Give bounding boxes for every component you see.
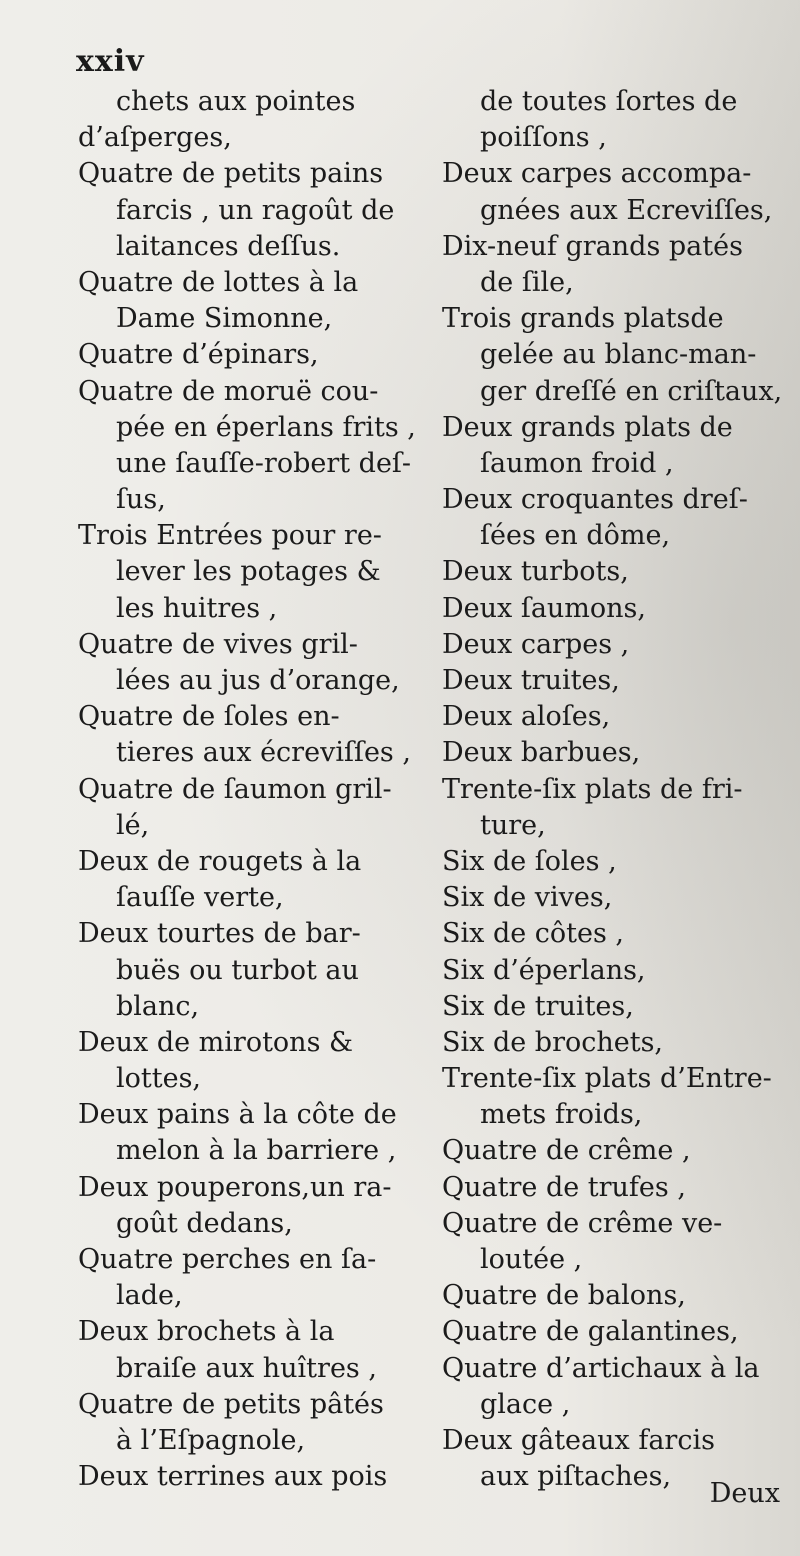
left-column-line: tieres aux écreviſſes , [116, 737, 411, 769]
page-number: xxiv [76, 44, 145, 79]
left-column-line: Quatre de vives gril- [78, 628, 358, 660]
right-column-line: loutée , [480, 1244, 583, 1275]
left-column-line: blanc, [116, 990, 200, 1022]
left-column-line: Quatre de lottes à la [78, 266, 359, 298]
right-column-line: Deux carpes , [442, 628, 630, 660]
left-column-line: melon à la barriere , [116, 1135, 397, 1167]
right-column-line: Quatre de crême , [442, 1135, 691, 1167]
left-column-line: Deux de mirotons & [78, 1026, 354, 1058]
left-column-line: Deux de rougets à la [78, 845, 362, 877]
left-column-line: Quatre de petits pâtés [78, 1388, 384, 1420]
right-column-line: Trente-ſix plats d’Entre- [442, 1063, 772, 1095]
right-column-line: Deux gâteaux farcis [442, 1424, 715, 1456]
right-column-line: poiſſons , [480, 122, 607, 154]
left-column-line: ſus, [116, 484, 166, 516]
right-column-line: Deux ſaumons, [442, 592, 646, 624]
right-column-line: Dix-neuf grands patés [442, 230, 743, 262]
left-column-line: pée en éperlans frits , [116, 411, 416, 443]
right-column-line: de ſile, [480, 266, 574, 298]
left-column-line: lottes, [116, 1063, 202, 1095]
right-column-line: Six de truites, [442, 990, 634, 1022]
right-column [442, 84, 787, 1495]
left-column-line: Trois Entrées pour re- [78, 520, 382, 552]
left-column-line: ſauſſe verte, [116, 882, 284, 914]
left-column-line: lées au jus d’orange, [116, 665, 400, 696]
right-column-line: Deux aloſes, [442, 701, 611, 733]
right-column-line: Deux turbots, [442, 556, 629, 588]
right-column-line: Six de vives, [442, 882, 613, 914]
left-column-line: Quatre perches en ſa- [78, 1244, 377, 1275]
right-column-line: gelée au blanc-man- [480, 339, 757, 371]
right-column-line: ſées en dôme, [480, 520, 671, 552]
left-column-line: braiſe aux huîtres , [116, 1352, 377, 1384]
right-column-line: Six de brochets, [442, 1026, 664, 1058]
left-column-line: à l’Eſpagnole, [116, 1424, 306, 1456]
right-column-line: Quatre de balons, [442, 1280, 686, 1312]
right-column-line: mets froids, [480, 1099, 643, 1131]
right-column-line: Deux croquantes dreſ- [442, 484, 748, 516]
right-column-line: Quatre d’artichaux à la [442, 1352, 760, 1384]
left-column-line: Deux terrines aux pois [78, 1461, 388, 1493]
right-column-line: Six de côtes , [442, 918, 625, 950]
left-column-line: Deux pains à la côte de [78, 1099, 397, 1131]
right-column-line: Quatre de galantines, [442, 1316, 739, 1348]
left-column-line: Quatre d’épinars, [78, 339, 319, 371]
right-column-line: gnées aux Ecreviſſes, [480, 194, 773, 226]
right-column-line: glace , [480, 1388, 571, 1420]
left-column-line: lé, [116, 809, 150, 841]
left-column-line: les huitres , [116, 592, 278, 624]
left-column-line: farcis , un ragoût de [116, 194, 395, 226]
left-column-line: chets aux pointes [116, 86, 356, 117]
right-column-line: Deux barbues, [442, 737, 641, 769]
left-column-line: une ſauſſe-robert deſ- [116, 447, 412, 479]
left-column-line: Quatre de moruë cou- [78, 375, 379, 407]
left-column-line: Quatre de ſoles en- [78, 701, 340, 733]
right-column-line: de toutes ſortes de [480, 86, 738, 117]
right-column-line: aux piſtaches, [480, 1461, 672, 1493]
left-column-line: Quatre de petits pains [78, 158, 384, 190]
right-column-line: Deux truites, [442, 665, 620, 696]
left-column-line: goût dedans, [116, 1207, 293, 1239]
right-column-line: Six de ſoles , [442, 845, 617, 877]
right-column-line: Deux grands plats de [442, 411, 733, 443]
right-column-line: Quatre de crême ve- [442, 1207, 723, 1239]
right-column-line: Quatre de trufes , [442, 1171, 686, 1203]
right-column-line: ture, [480, 809, 546, 841]
left-column-line: d’aſperges, [78, 122, 232, 154]
right-column-line: Trente-ſix plats de fri- [442, 773, 743, 805]
left-column-line: buës ou turbot au [116, 954, 359, 986]
left-column-line: lade, [116, 1280, 183, 1312]
left-column [78, 84, 418, 1495]
left-column-line: Deux brochets à la [78, 1316, 335, 1348]
right-column-line: ger dreſſé en criſtaux, [480, 375, 783, 407]
catchword: Deux [709, 1478, 780, 1509]
left-column-line: laitances deſſus. [116, 230, 341, 262]
right-column-line: Six d’éperlans, [442, 954, 646, 986]
left-column-line: lever les potages & [116, 556, 381, 588]
right-column-line: Trois grands platsde [442, 303, 724, 335]
left-column-line: Deux pouperons,un ra- [78, 1171, 392, 1203]
left-column-line: Dame Simonne, [116, 303, 333, 335]
left-column-line: Deux tourtes de bar- [78, 918, 361, 950]
left-column-line: Quatre de ſaumon gril- [78, 773, 392, 805]
right-column-line: ſaumon froid , [480, 447, 674, 479]
right-column-line: Deux carpes accompa- [442, 158, 752, 190]
